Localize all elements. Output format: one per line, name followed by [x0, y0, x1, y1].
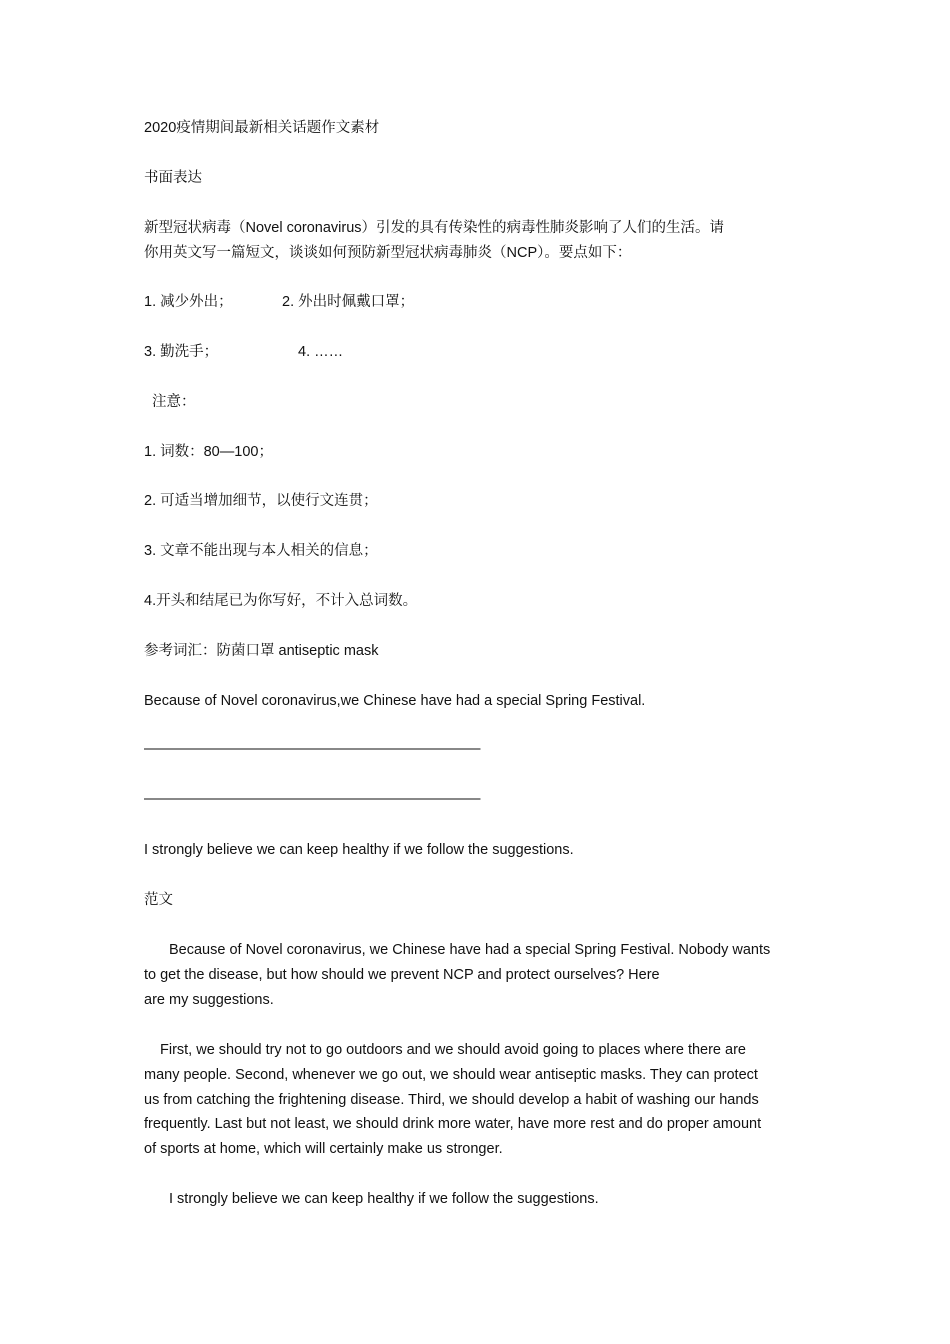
- sample-para1-line2: to get the disease, but how should we prevent NCP and protect ourselves? Here: [144, 967, 660, 983]
- point-4: 4. ……: [298, 344, 344, 360]
- prompt-line-2: 你用英文写一篇短文，谈谈如何预防新型冠状病毒肺炎（NCP）。要点如下：: [144, 245, 632, 261]
- point-3: 3. 勤洗手；: [144, 344, 219, 360]
- notice-item-1: 1. 词数：80—100；: [144, 444, 273, 460]
- sample-para1-line1: Because of Novel coronavirus, we Chinese have had a special Spring Festival. Nobody wants: [169, 942, 771, 958]
- section-heading-writing: 书面表达: [144, 170, 202, 186]
- sample-para1-line3: are my suggestions.: [144, 992, 274, 1008]
- point-1: 1. 减少外出；: [144, 294, 233, 310]
- point-2: 2. 外出时佩戴口罩；: [282, 294, 415, 310]
- closing-sentence: I strongly believe we can keep healthy if we follow the suggestions.: [144, 842, 574, 858]
- document-title: 2020疫情期间最新相关话题作文素材: [144, 120, 380, 136]
- notice-heading: 注意：: [152, 394, 196, 410]
- prompt-line-1: 新型冠状病毒（Novel coronavirus）引发的具有传染性的病毒性肺炎影响了人们的生活。请: [144, 220, 725, 236]
- answer-blank-line-1: ————————————————————————: [144, 741, 480, 757]
- vocab-hint: 参考词汇：防菌口罩 antiseptic mask: [144, 643, 379, 659]
- opening-sentence: Because of Novel coronavirus,we Chinese have had a special Spring Festival.: [144, 693, 646, 709]
- notice-item-3: 3. 文章不能出现与本人相关的信息；: [144, 543, 378, 559]
- notice-item-4: 4.开头和结尾已为你写好，不计入总词数。: [144, 593, 418, 609]
- notice-item-2: 2. 可适当增加细节，以使行文连贯；: [144, 493, 378, 509]
- sample-para2-line4: frequently. Last but not least, we should drink more water, have more rest and do proper amount: [144, 1116, 762, 1132]
- sample-para2-line3: us from catching the frightening disease. Third, we should develop a habit of washing our hands: [144, 1092, 759, 1108]
- answer-blank-line-2: ————————————————————————: [144, 791, 480, 807]
- sample-para2-line1: First, we should try not to go outdoors and we should avoid going to places where there are: [160, 1042, 746, 1058]
- sample-para2-line2: many people. Second, whenever we go out, we should wear antiseptic masks. They can protect: [144, 1067, 758, 1083]
- sample-para3: I strongly believe we can keep healthy if we follow the suggestions.: [169, 1191, 599, 1207]
- sample-para2-line5: of sports at home, which will certainly make us stronger.: [144, 1141, 503, 1157]
- sample-heading: 范文: [144, 892, 173, 908]
